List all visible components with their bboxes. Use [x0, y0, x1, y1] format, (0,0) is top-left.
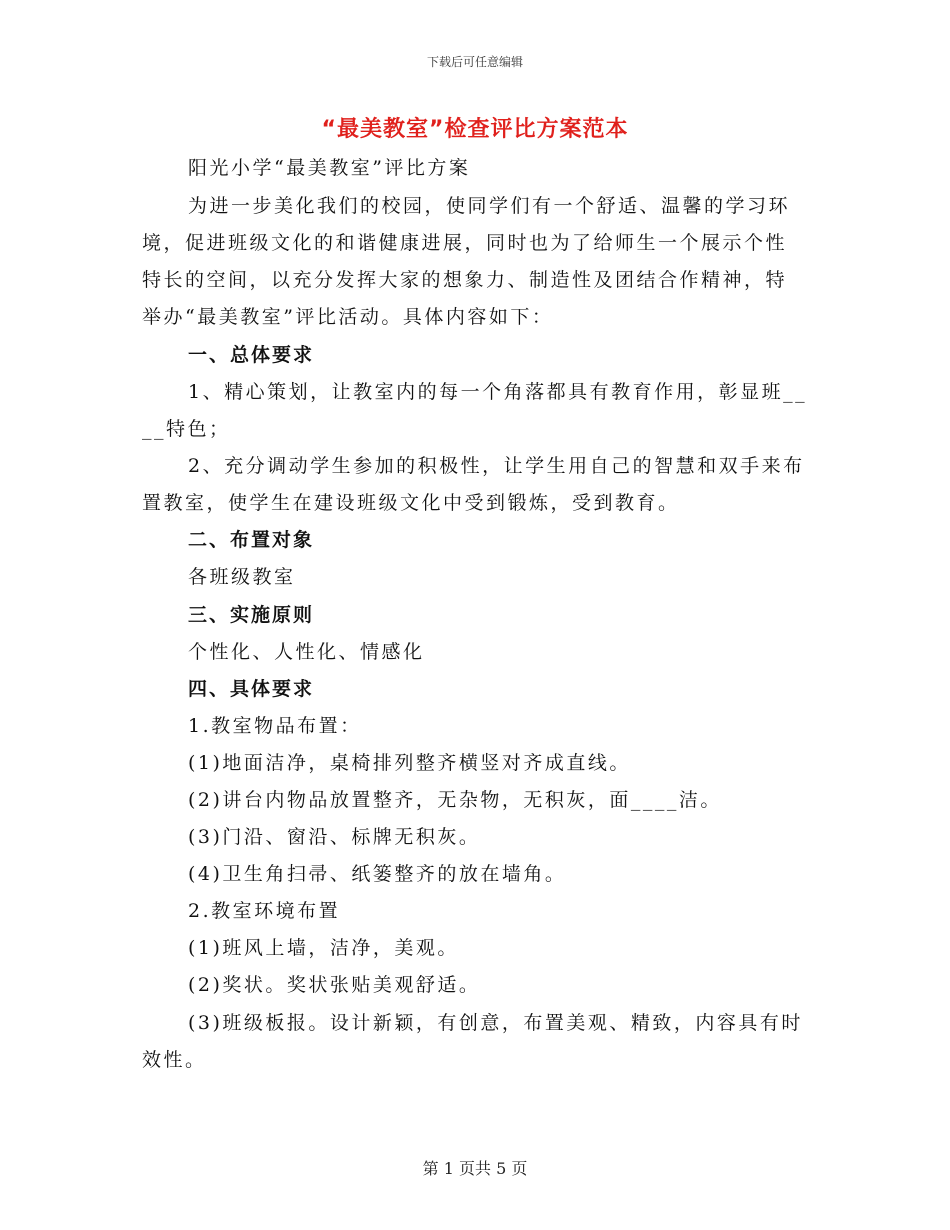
- section-heading: 三、实施原则: [188, 604, 315, 626]
- paragraph-line: 2.教室环境布置: [188, 900, 341, 922]
- list-item: (3)班级板报。设计新颖，有创意，布置美观、精致，内容具有时: [188, 1012, 803, 1034]
- section-heading: 四、具体要求: [188, 678, 315, 700]
- section-heading: 一、总体要求: [188, 344, 315, 366]
- paragraph-line: 1、精心策划，让教室内的每一个角落都具有教育作用，彰显班__: [188, 381, 808, 403]
- section-heading: 二、布置对象: [188, 529, 315, 551]
- subtitle-line: 阳光小学“最美教室”评比方案: [188, 157, 471, 179]
- header-note: 下载后可任意编辑: [426, 55, 523, 69]
- list-item: (1)班风上墙，洁净，美观。: [188, 937, 459, 959]
- list-item: (3)门沿、窗沿、标牌无积灰。: [188, 826, 481, 848]
- paragraph-line: 特长的空间，以充分发挥大家的想象力、制造性及团结合作精神，特: [142, 269, 788, 291]
- list-item: (2)奖状。奖状张贴美观舒适。: [188, 974, 481, 996]
- paragraph-line: 境，促进班级文化的和谐健康进展，同时也为了给师生一个展示个性: [142, 232, 788, 254]
- list-item: (4)卫生角扫帚、纸篓整齐的放在墙角。: [188, 863, 567, 885]
- document-title: “最美教室”检查评比方案范本: [321, 117, 629, 142]
- page-footer: 第 1 页共 5 页: [422, 1159, 528, 1178]
- paragraph-line: 置教室，使学生在建设班级文化中受到锻炼，受到教育。: [142, 492, 680, 514]
- paragraph-line: __特色；: [142, 418, 231, 440]
- paragraph-line: 各班级教室: [188, 566, 296, 588]
- list-item: (1)地面洁净，桌椅排列整齐横竖对齐成直线。: [188, 752, 631, 774]
- paragraph-line: 1.教室物品布置：: [188, 715, 362, 737]
- paragraph-line: 为进一步美化我们的校园，使同学们有一个舒适、温馨的学习环: [188, 195, 791, 217]
- list-item: (2)讲台内物品放置整齐，无杂物，无积灰，面____洁。: [188, 789, 722, 811]
- paragraph-line: 个性化、人性化、情感化: [188, 641, 425, 663]
- list-item-continuation: 效性。: [142, 1049, 207, 1071]
- paragraph-line: 2、充分调动学生参加的积极性，让学生用自己的智慧和双手来布: [188, 455, 805, 477]
- paragraph-line: 举办“最美教室”评比活动。具体内容如下：: [142, 306, 554, 328]
